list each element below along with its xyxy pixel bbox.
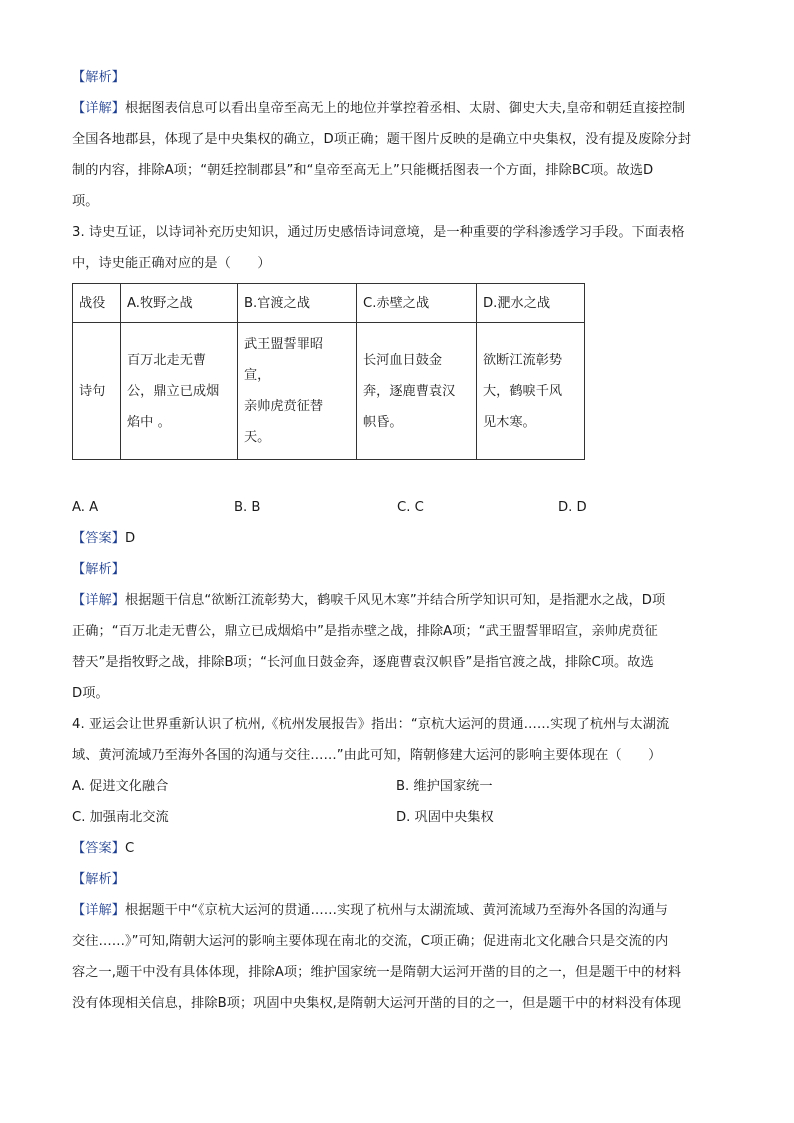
detail-line: 正确；“百万北走无曹公，鼎立已成烟焰中”是指赤壁之战，排除A项；“武王盟誓罪昭宣，亲帅虎贲征 bbox=[72, 624, 658, 639]
detail-line: 【详解】根据题干中“《京杭大运河的贯通……实现了杭州与太湖流域、黄河流域乃至海外各国的沟通与 bbox=[72, 903, 668, 918]
detail-line: D项。 bbox=[72, 686, 109, 701]
table-cell: 武王盟誓罪昭 宣， 亲帅虎贲征替 天。 bbox=[238, 323, 357, 460]
table-cell: B.官渡之战 bbox=[238, 284, 357, 323]
analysis-heading: 【解析】 bbox=[72, 872, 125, 887]
option-a: A. A bbox=[72, 500, 99, 515]
option-c: C. C bbox=[397, 500, 424, 515]
detail-line: 容之一,题干中没有具体体现，排除A项；维护国家统一是隋朝大运河开凿的目的之一，但是题干中的材料 bbox=[72, 965, 681, 980]
option-b: B. B bbox=[234, 500, 261, 515]
analysis-heading-1: 【解析】 bbox=[72, 70, 125, 85]
table-cell: 诗句 bbox=[73, 323, 121, 460]
question-4-stem: 域、黄河流域乃至海外各国的沟通与交往……”由此可知，隋朝修建大运河的影响主要体现在（ ） bbox=[72, 748, 662, 763]
option-d: D. 巩固中央集权 bbox=[396, 810, 494, 825]
analysis-heading: 【解析】 bbox=[72, 562, 125, 577]
table-cell: 百万北走无曹 公，鼎立已成烟 焰中 。 bbox=[121, 323, 238, 460]
battle-poem-table bbox=[72, 283, 585, 460]
table-cell: A.牧野之战 bbox=[121, 284, 238, 323]
answer-tag: 【答案】 bbox=[72, 531, 125, 546]
detail-tag: 【详解】 bbox=[72, 593, 125, 608]
question-3-options bbox=[72, 492, 722, 523]
detail-line: 【详解】根据题干信息“欲断江流彰势大，鹤唳千风见木寒”并结合所学知识可知，是指淝水之战，D项 bbox=[72, 593, 666, 608]
option-a: A. 促进文化融合 bbox=[72, 779, 169, 794]
question-4-stem: 4. 亚运会让世界重新认识了杭州,《杭州发展报告》指出：“京杭大运河的贯通……实现了杭州与太湖流 bbox=[72, 717, 670, 732]
detail-line: 项。 bbox=[72, 194, 99, 209]
detail-line: 【详解】根据图表信息可以看出皇帝至高无上的地位并掌控着丞相、太尉、御史大夫,皇帝和朝廷直接控制 bbox=[72, 101, 686, 116]
table-cell: 欲断江流彰势 大，鹤唳千风 见木寒。 bbox=[477, 323, 585, 460]
table-cell: 长河血日鼓金 奔，逐鹿曹袁汉 帜昏。 bbox=[357, 323, 477, 460]
detail-line: 替天”是指牧野之战，排除B项；“长河血日鼓金奔，逐鹿曹袁汉帜昏”是指官渡之战，排除C项。故选 bbox=[72, 655, 654, 670]
detail-line: 制的内容，排除A项；“朝廷控制郡县”和“皇帝至高无上”只能概括图表一个方面，排除BC项。故选D bbox=[72, 163, 654, 178]
answer-value: C bbox=[124, 841, 135, 856]
table-cell: 战役 bbox=[73, 284, 121, 323]
table-row bbox=[73, 323, 585, 460]
question-4-options-row bbox=[72, 771, 722, 802]
option-d: D. D bbox=[558, 500, 587, 515]
table-row bbox=[73, 284, 585, 323]
answer-line bbox=[72, 833, 722, 864]
option-c: C. 加强南北交流 bbox=[72, 810, 169, 825]
detail-tag: 【详解】 bbox=[72, 903, 125, 918]
detail-line: 全国各地郡县，体现了是中央集权的确立，D项正确；题干图片反映的是确立中央集权，没有提及废除分封 bbox=[72, 132, 692, 147]
question-3-stem: 3. 诗史互证，以诗词补充历史知识，通过历史感悟诗词意境，是一种重要的学科渗透学习手段。下面表格 bbox=[72, 225, 685, 240]
option-b: B. 维护国家统一 bbox=[396, 779, 493, 794]
table-cell: D.淝水之战 bbox=[477, 284, 585, 323]
table-cell: C.赤壁之战 bbox=[357, 284, 477, 323]
answer-line bbox=[72, 523, 722, 554]
answer-tag: 【答案】 bbox=[72, 841, 125, 856]
question-4-options-row bbox=[72, 802, 722, 833]
detail-line: 交往……》”可知,隋朝大运河的影响主要体现在南北的交流，C项正确；促进南北文化融合只是交流的内 bbox=[72, 934, 669, 949]
question-3-stem: 中，诗史能正确对应的是（ ） bbox=[72, 256, 271, 271]
document-page bbox=[72, 62, 722, 1019]
answer-value: D bbox=[124, 531, 136, 546]
detail-tag: 【详解】 bbox=[72, 101, 125, 116]
detail-line: 没有体现相关信息，排除B项；巩固中央集权,是隋朝大运河开凿的目的之一，但是题干中的材料没有体现 bbox=[72, 996, 682, 1011]
